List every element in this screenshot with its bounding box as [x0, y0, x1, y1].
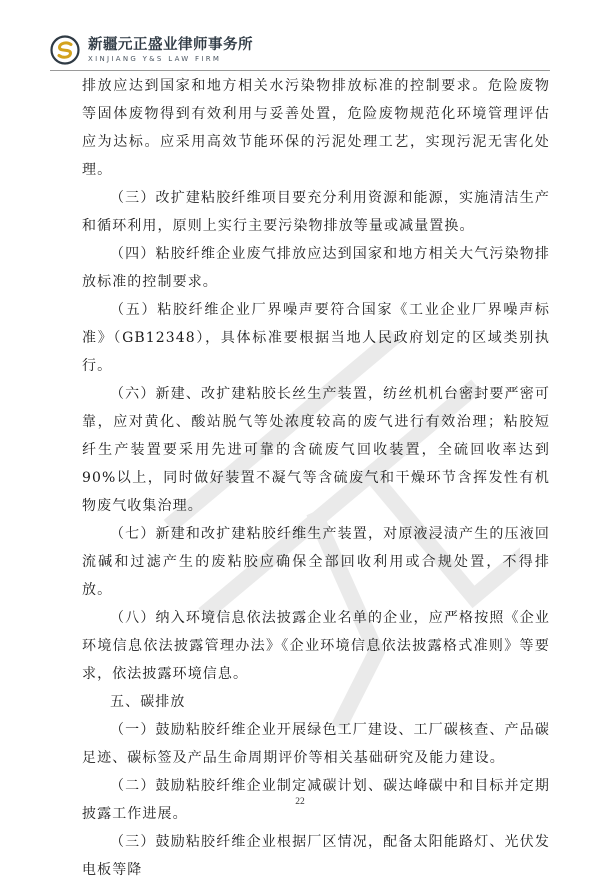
- letterhead: [50, 33, 253, 67]
- paragraph: （二）鼓励粘胶纤维企业制定减碳计划、碳达峰碳中和目标并定期披露工作进展。: [82, 778, 550, 822]
- document-body: [82, 72, 550, 884]
- paragraph: （七）新建和改扩建粘胶纤维生产装置，对原液浸渍产生的压液回流碱和过滤产生的废粘胶应确保全部回收利用或合规处置，不得排放。: [82, 526, 550, 598]
- paragraph: （五）粘胶纤维企业厂界噪声要符合国家《工业企业厂界噪声标准》（GB12348），具体标准要根据当地人民政府划定的区域类别执行。: [82, 302, 550, 374]
- section-heading: 五、碳排放: [110, 694, 186, 710]
- paragraph: （六）新建、改扩建粘胶长丝生产装置，纺丝机机台密封要严密可靠，应对黄化、酸站脱气等处浓度较高的废气进行有效治理；粘胶短纤生产装置要采用先进可靠的含硫废气回收装置，全硫回收率达到90%以上，同时做好装置不凝气等含硫废气和干燥环节含挥发性有机物废气收集治理。: [82, 386, 550, 514]
- paragraph: （三）鼓励粘胶纤维企业根据厂区情况，配备太阳能路灯、光伏发电板等降: [82, 834, 550, 878]
- firm-name-cn: 新疆元正盛业律师事务所: [88, 36, 253, 53]
- paragraph: （八）纳入环境信息依法披露企业名单的企业，应严格按照《企业环境信息依法披露管理办法》《企业环境信息依法披露格式准则》等要求，依法披露环境信息。: [82, 610, 550, 682]
- paragraph: 排放应达到国家和地方相关水污染物排放标准的控制要求。危险废物等固体废物得到有效利用与妥善处置，危险废物规范化环境管理评估应为达标。应采用高效节能环保的污泥处理工艺，实现污泥无害化处理。: [82, 78, 550, 178]
- paragraph: （一）鼓励粘胶纤维企业开展绿色工厂建设、工厂碳核查、产品碳足迹、碳标签及产品生命周期评价等相关基础研究及能力建设。: [82, 722, 550, 766]
- firm-logo-icon: [50, 35, 80, 65]
- page-number: 22: [295, 797, 305, 807]
- paragraph: （四）粘胶纤维企业废气排放应达到国家和地方相关大气污染物排放标准的控制要求。: [82, 246, 550, 290]
- paragraph: （三）改扩建粘胶纤维项目要充分利用资源和能源，实施清洁生产和循环利用，原则上实行主要污染物排放等量或减量置换。: [82, 190, 550, 234]
- firm-name-en: XINJIANG Y&S LAW FIRM: [88, 54, 222, 63]
- header-divider: [50, 70, 550, 71]
